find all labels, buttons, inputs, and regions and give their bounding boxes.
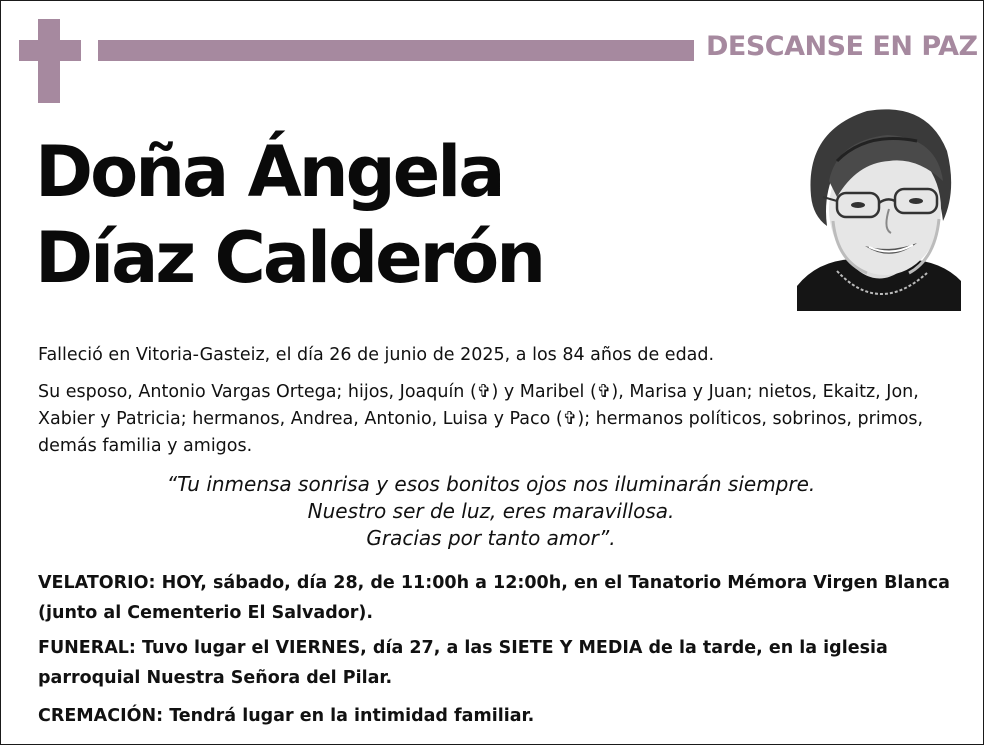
header-rule: [98, 40, 694, 61]
death-notice: Falleció en Vitoria-Gasteiz, el día 26 de junio de 2025, a los 84 años de edad.: [38, 345, 715, 365]
quote-line-2: Nuestro ser de luz, eres maravillosa.: [307, 499, 675, 523]
name-line-1: Doña Ángela: [35, 131, 503, 213]
wake-details: VELATORIO: HOY, sábado, día 28, de 11:00h a 12:00h, en el Tanatorio Mémora Virgen Blanca (junto al Cementerio El Salvador).: [38, 573, 950, 623]
cremation-details: CREMACIÓN: Tendrá lugar en la intimidad familiar.: [38, 706, 535, 726]
cross-horizontal-bar: [19, 40, 81, 61]
quote-line-3: Gracias por tanto amor”.: [366, 526, 616, 550]
funeral-details: FUNERAL: Tuvo lugar el VIERNES, día 27, a las SIETE Y MEDIA de la tarde, en la iglesia parroquial Nuestra Señora del Pilar.: [38, 638, 888, 688]
family-members: Su esposo, Antonio Vargas Ortega; hijos, Joaquín (✞) y Maribel (✞), Marisa y Juan; nietos, Ekaitz, Jon, Xabier y Patricia; hermanos, Andrea, Antonio, Luisa y Paco (✞); hermanos políticos, sobrinos, primos, demás familia y amigos.: [38, 382, 924, 456]
name-line-2: Díaz Calderón: [35, 217, 544, 299]
banner-title: DESCANSE EN PAZ: [706, 31, 978, 62]
deceased-name: [35, 129, 543, 301]
cross-vertical-bar: [38, 19, 60, 103]
memorial-quote: [101, 471, 881, 552]
portrait-photo: [797, 101, 961, 311]
quote-line-1: “Tu inmensa sonrisa y esos bonitos ojos nos iluminarán siempre.: [166, 472, 816, 496]
